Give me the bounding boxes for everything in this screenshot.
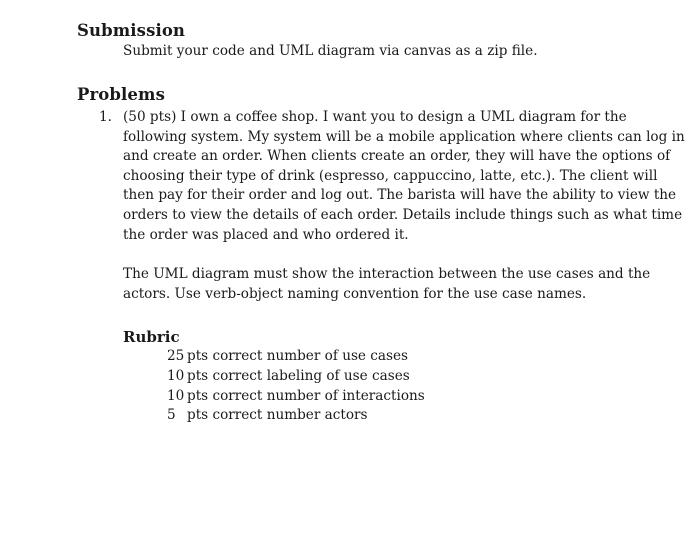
paragraph-line: the order was placed and who ordered it.	[123, 226, 409, 243]
rubric-heading: Rubric	[123, 328, 180, 346]
paragraph-line: actors. Use verb-object naming convention for the use case names.	[123, 285, 587, 302]
problems-heading: Problems	[77, 85, 165, 104]
rubric-item	[167, 406, 425, 426]
rubric-item	[167, 367, 425, 387]
submission-text: Submit your code and UML diagram via canvas as a zip file.	[123, 43, 538, 59]
paragraph-line: orders to view the details of each order. Details include things such as what time	[123, 206, 683, 223]
rubric-item	[167, 347, 425, 367]
rubric-description: pts correct number actors	[187, 407, 368, 424]
submission-heading: Submission	[77, 21, 186, 40]
rubric-points: 5	[167, 407, 176, 424]
rubric-points: 10	[167, 387, 185, 404]
paragraph-line: (50 pts) I own a coffee shop. I want you to design a UML diagram for the	[123, 109, 627, 125]
rubric-description: pts correct labeling of use cases	[187, 367, 410, 384]
rubric-item	[167, 387, 425, 407]
paragraph-line: following system. My system will be a mobile application where clients can log in	[123, 128, 685, 145]
rubric-list	[167, 347, 425, 426]
rubric-description: pts correct number of use cases	[187, 348, 409, 364]
problem-item-number: 1.	[99, 109, 112, 125]
rubric-points: 10	[167, 367, 185, 384]
paragraph-line: The UML diagram must show the interaction between the use cases and the	[123, 266, 651, 282]
paragraph-line: and create an order. When clients create an order, they will have the options of	[123, 148, 671, 165]
paragraph-line: then pay for their order and log out. The barista will have the ability to view the	[123, 187, 677, 204]
problem-paragraph-1	[123, 108, 685, 245]
rubric-points: 25	[167, 348, 185, 364]
rubric-description: pts correct number of interactions	[187, 387, 425, 404]
paragraph-line: choosing their type of drink (espresso, cappuccino, latte, etc.). The client will	[123, 167, 658, 184]
problem-paragraph-2	[123, 265, 650, 304]
